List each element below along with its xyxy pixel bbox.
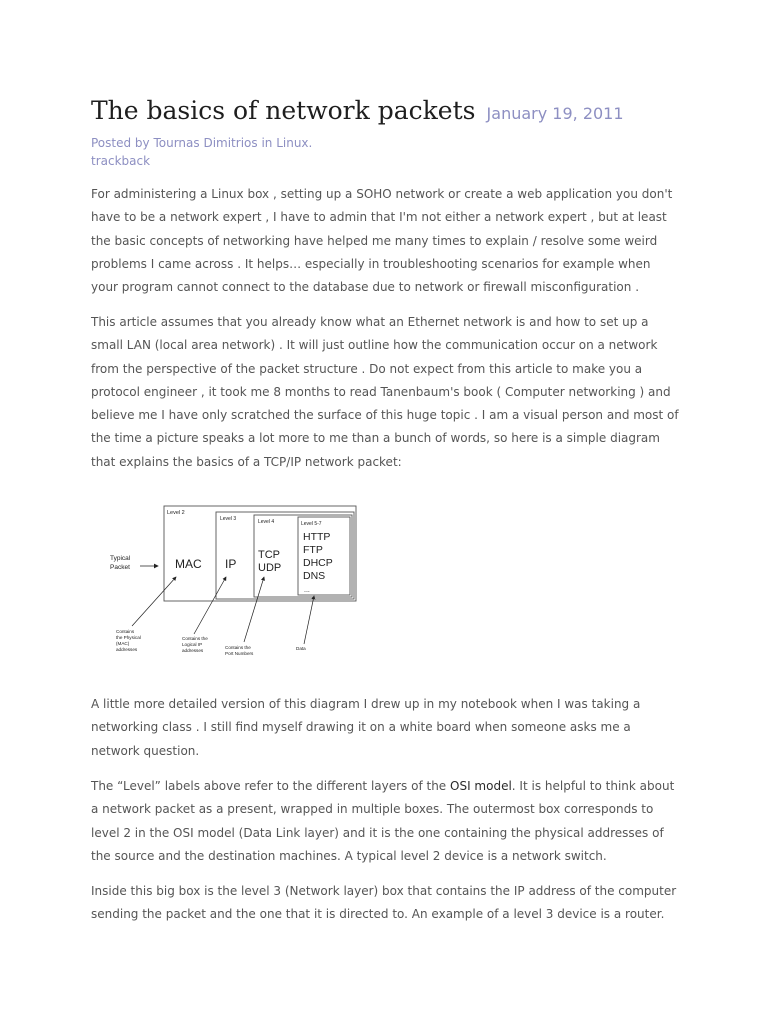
udp-label: UDP <box>258 562 282 574</box>
dhcp-label: DHCP <box>303 557 333 569</box>
ip-label: IP <box>225 557 237 571</box>
ftp-label: FTP <box>303 544 323 556</box>
http-label: HTTP <box>303 531 331 543</box>
level2-label: Level 2 <box>167 510 185 516</box>
caption-port-1: Contains the <box>225 645 251 650</box>
paragraph-3: A little more detailed version of this diagram I drew up in my notebook when I was taking a networking class . I still find myself drawing it on a white board when someone asks me a network question. <box>91 697 641 758</box>
level57-label: Level 5-7 <box>301 521 322 527</box>
dns-label: DNS <box>303 570 326 582</box>
paragraph-1: For administering a Linux box , setting up a SOHO network or create a web application you don't have to be a network expert , I have to admin that I'm not either a network expert , but at least the basic concepts of networking have helped me many times to explain / resolve some weird problems I came across . It helps… especially in troubleshooting scenarios for example when your program cannot connect to the database due to network or firewall misconfiguration . <box>91 187 673 295</box>
level57-box <box>298 517 350 595</box>
post-meta <box>91 134 731 170</box>
post-title[interactable]: The basics of network packets <box>91 96 476 125</box>
caption-physical <box>116 629 142 652</box>
typical-label-1: Typical <box>110 555 131 562</box>
level3-box <box>216 512 354 599</box>
category-link[interactable]: Linux <box>276 136 309 150</box>
paragraph-5: Inside this big box is the level 3 (Network layer) box that contains the IP address of the computer sending the packet and the one that it is directed to. An example of a level 3 device is a router. <box>91 884 677 922</box>
post-date: January 19, 2011 <box>486 104 624 123</box>
typical-label-2: Packet <box>110 564 130 571</box>
paragraph-4 <box>91 775 681 868</box>
posted-in: in <box>257 136 277 150</box>
category-suffix: . <box>308 136 313 150</box>
caption-data: Data <box>296 646 306 651</box>
level3-label: Level 3 <box>220 516 237 522</box>
caption-port <box>225 645 254 656</box>
caption-logical <box>182 636 209 653</box>
caption-physical-3: (MAC) <box>116 641 130 646</box>
ellipsis-label: ... <box>304 587 310 594</box>
level4-label: Level 4 <box>258 519 275 525</box>
author-link[interactable]: Tournas Dimitrios <box>153 136 258 150</box>
caption-logical-1: Contains the <box>182 636 208 641</box>
trackback-link[interactable]: trackback <box>91 154 151 168</box>
posted-prefix: Posted by <box>91 136 154 150</box>
caption-physical-1: Contains <box>116 629 135 634</box>
caption-logical-2: Logical IP <box>182 642 203 647</box>
tcp-label: TCP <box>258 549 280 561</box>
paragraph-2: This article assumes that you already know what an Ethernet network is and how to set up a small LAN (local area network) . It will just outline how the communication occur on a network from the perspective of the packet structure . Do not expect from this article to make you a protocol engineer , it took me 8 months to read Tanenbaum's book ( Computer networking ) and believe me I have only scratched the surface of this huge topic . I am a visual person and most of the time a picture speaks a lot more to me than a bunch of words, so here is a simple diagram that explains the basics of a TCP/IP network packet: <box>91 315 679 469</box>
caption-physical-4: addresses <box>116 647 138 652</box>
p4-text-after: . It is helpful to think about a network packet as a present, wrapped in multiple boxes. The outermost box corresponds to level 2 in the OSI model (Data Link layer) and it is the one containing the physical addresses of the source and the destination machines. A typical level 2 device is a network switch. <box>91 779 675 863</box>
caption-port-2: Port Numbers <box>225 651 254 656</box>
packet-diagram <box>104 502 364 662</box>
title-line <box>91 93 731 132</box>
mac-label: MAC <box>175 557 202 571</box>
p4-text-before: The “Level” labels above refer to the different layers of the <box>91 779 451 793</box>
post-header <box>91 93 731 170</box>
caption-logical-3: addresses <box>182 648 204 653</box>
byline <box>91 134 731 152</box>
caption-physical-2: the Physical <box>116 635 141 640</box>
osi-model-link[interactable]: OSI model <box>450 779 512 793</box>
